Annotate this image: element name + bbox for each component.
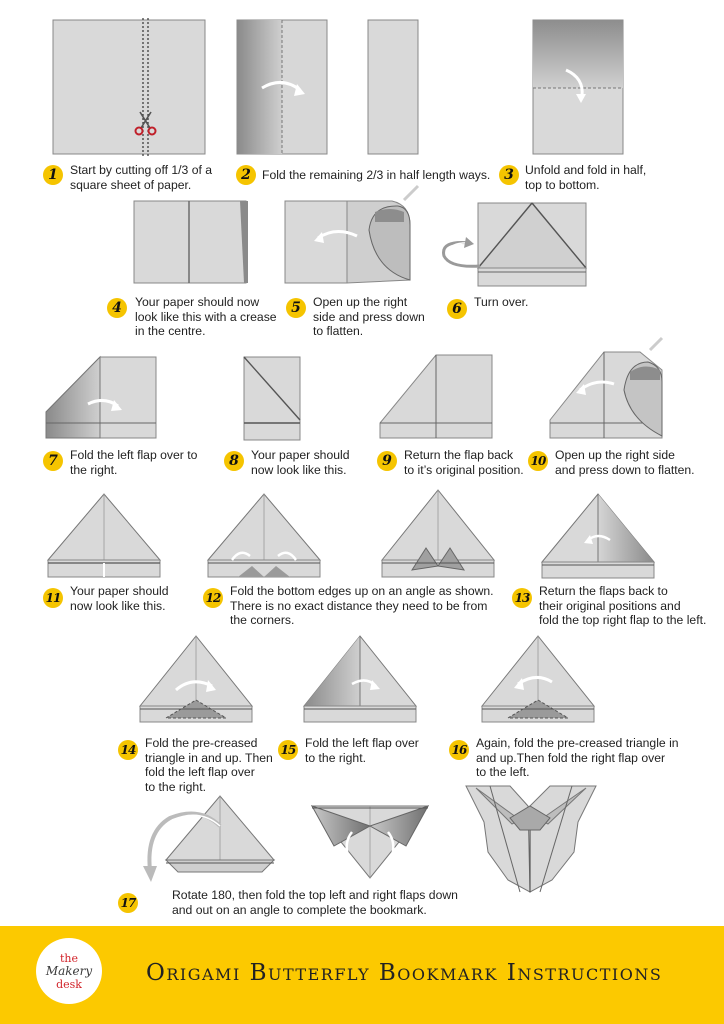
step-caption-11: Your paper should now look like this. [70,584,169,613]
diagram-step-12 [208,494,320,577]
diagram-step-2 [237,20,327,154]
logo-text-makery: Makery [45,963,93,978]
butterfly-result [466,786,596,892]
step-caption-4: Your paper should now look like this with a crease in the centre. [135,295,277,338]
diagram-step-13 [542,494,654,578]
step-number-11: 11 [43,588,63,608]
makery-desk-logo [36,938,102,1004]
step-caption-2: Fold the remaining 2/3 in half length ways. [262,168,491,182]
step-number-10: 10 [528,451,548,471]
step-caption-3: Unfold and fold in half, top to bottom. [525,163,647,192]
step-number-13: 13 [512,588,532,608]
step-number-7: 7 [43,451,63,471]
diagram-step-14 [140,636,252,722]
diagram-step-17-fold [312,806,428,878]
diagram-step-15 [304,636,416,722]
diagram-step-3 [533,20,623,154]
step-number-3: 3 [499,165,519,185]
logo-text-desk: desk [56,977,82,991]
step-number-2: 2 [236,165,256,185]
diagram-step-1 [53,18,205,156]
step-number-17: 17 [118,893,138,913]
diagram-step-5 [285,186,418,283]
diagram-step-10 [550,338,662,438]
diagram-step-16 [482,636,594,722]
diagram-step-4 [134,201,248,283]
step-number-9: 9 [377,451,397,471]
step-caption-14: Fold the pre-creased triangle in and up. Then fold the left flap over to the right. [145,736,273,794]
diagram-step-2-result [368,20,418,154]
diagram-step-17-rotate [143,796,274,882]
step-caption-15: Fold the left flap over to the right. [305,736,419,765]
step-number-6: 6 [447,299,467,319]
step-caption-17: Rotate 180, then fold the top left and right flaps down and out on an angle to complete the bookmark. [172,888,458,917]
step-number-1: 1 [43,165,63,185]
step-caption-10: Open up the right side and press down to flatten. [555,448,695,477]
diagram-step-8 [244,357,300,440]
step-number-4: 4 [107,298,127,318]
diagram-step-12-result [382,490,494,577]
step-caption-1: Start by cutting off 1/3 of a square sheet of paper. [70,163,213,192]
step-caption-8: Your paper should now look like this. [251,448,350,477]
step-number-16: 16 [449,740,469,760]
diagram-step-9 [380,355,492,438]
step-caption-9: Return the flap back to it’s original position. [404,448,524,477]
step-caption-16: Again, fold the pre-creased triangle in and up.Then fold the right flap over to the left. [476,736,679,779]
diagram-step-11 [48,494,160,577]
step-number-12: 12 [203,588,223,608]
step-caption-7: Fold the left flap over to the right. [70,448,198,477]
step-caption-5: Open up the right side and press down to flatten. [313,295,425,338]
logo-text-the: the [59,951,78,965]
diagram-step-7 [46,357,156,438]
step-caption-6: Turn over. [474,295,529,309]
step-caption-12: Fold the bottom edges up on an angle as shown. There is no exact distance they need to be from the corners. [230,584,494,627]
page-title: Origami Butterfly Bookmark Instructions [146,960,663,986]
step-number-8: 8 [224,451,244,471]
step-number-15: 15 [278,740,298,760]
diagram-step-6 [444,203,586,286]
step-caption-13: Return the flaps back to their original positions and fold the top right flap to the left. [539,584,707,627]
step-number-5: 5 [286,298,306,318]
step-number-14: 14 [118,740,138,760]
